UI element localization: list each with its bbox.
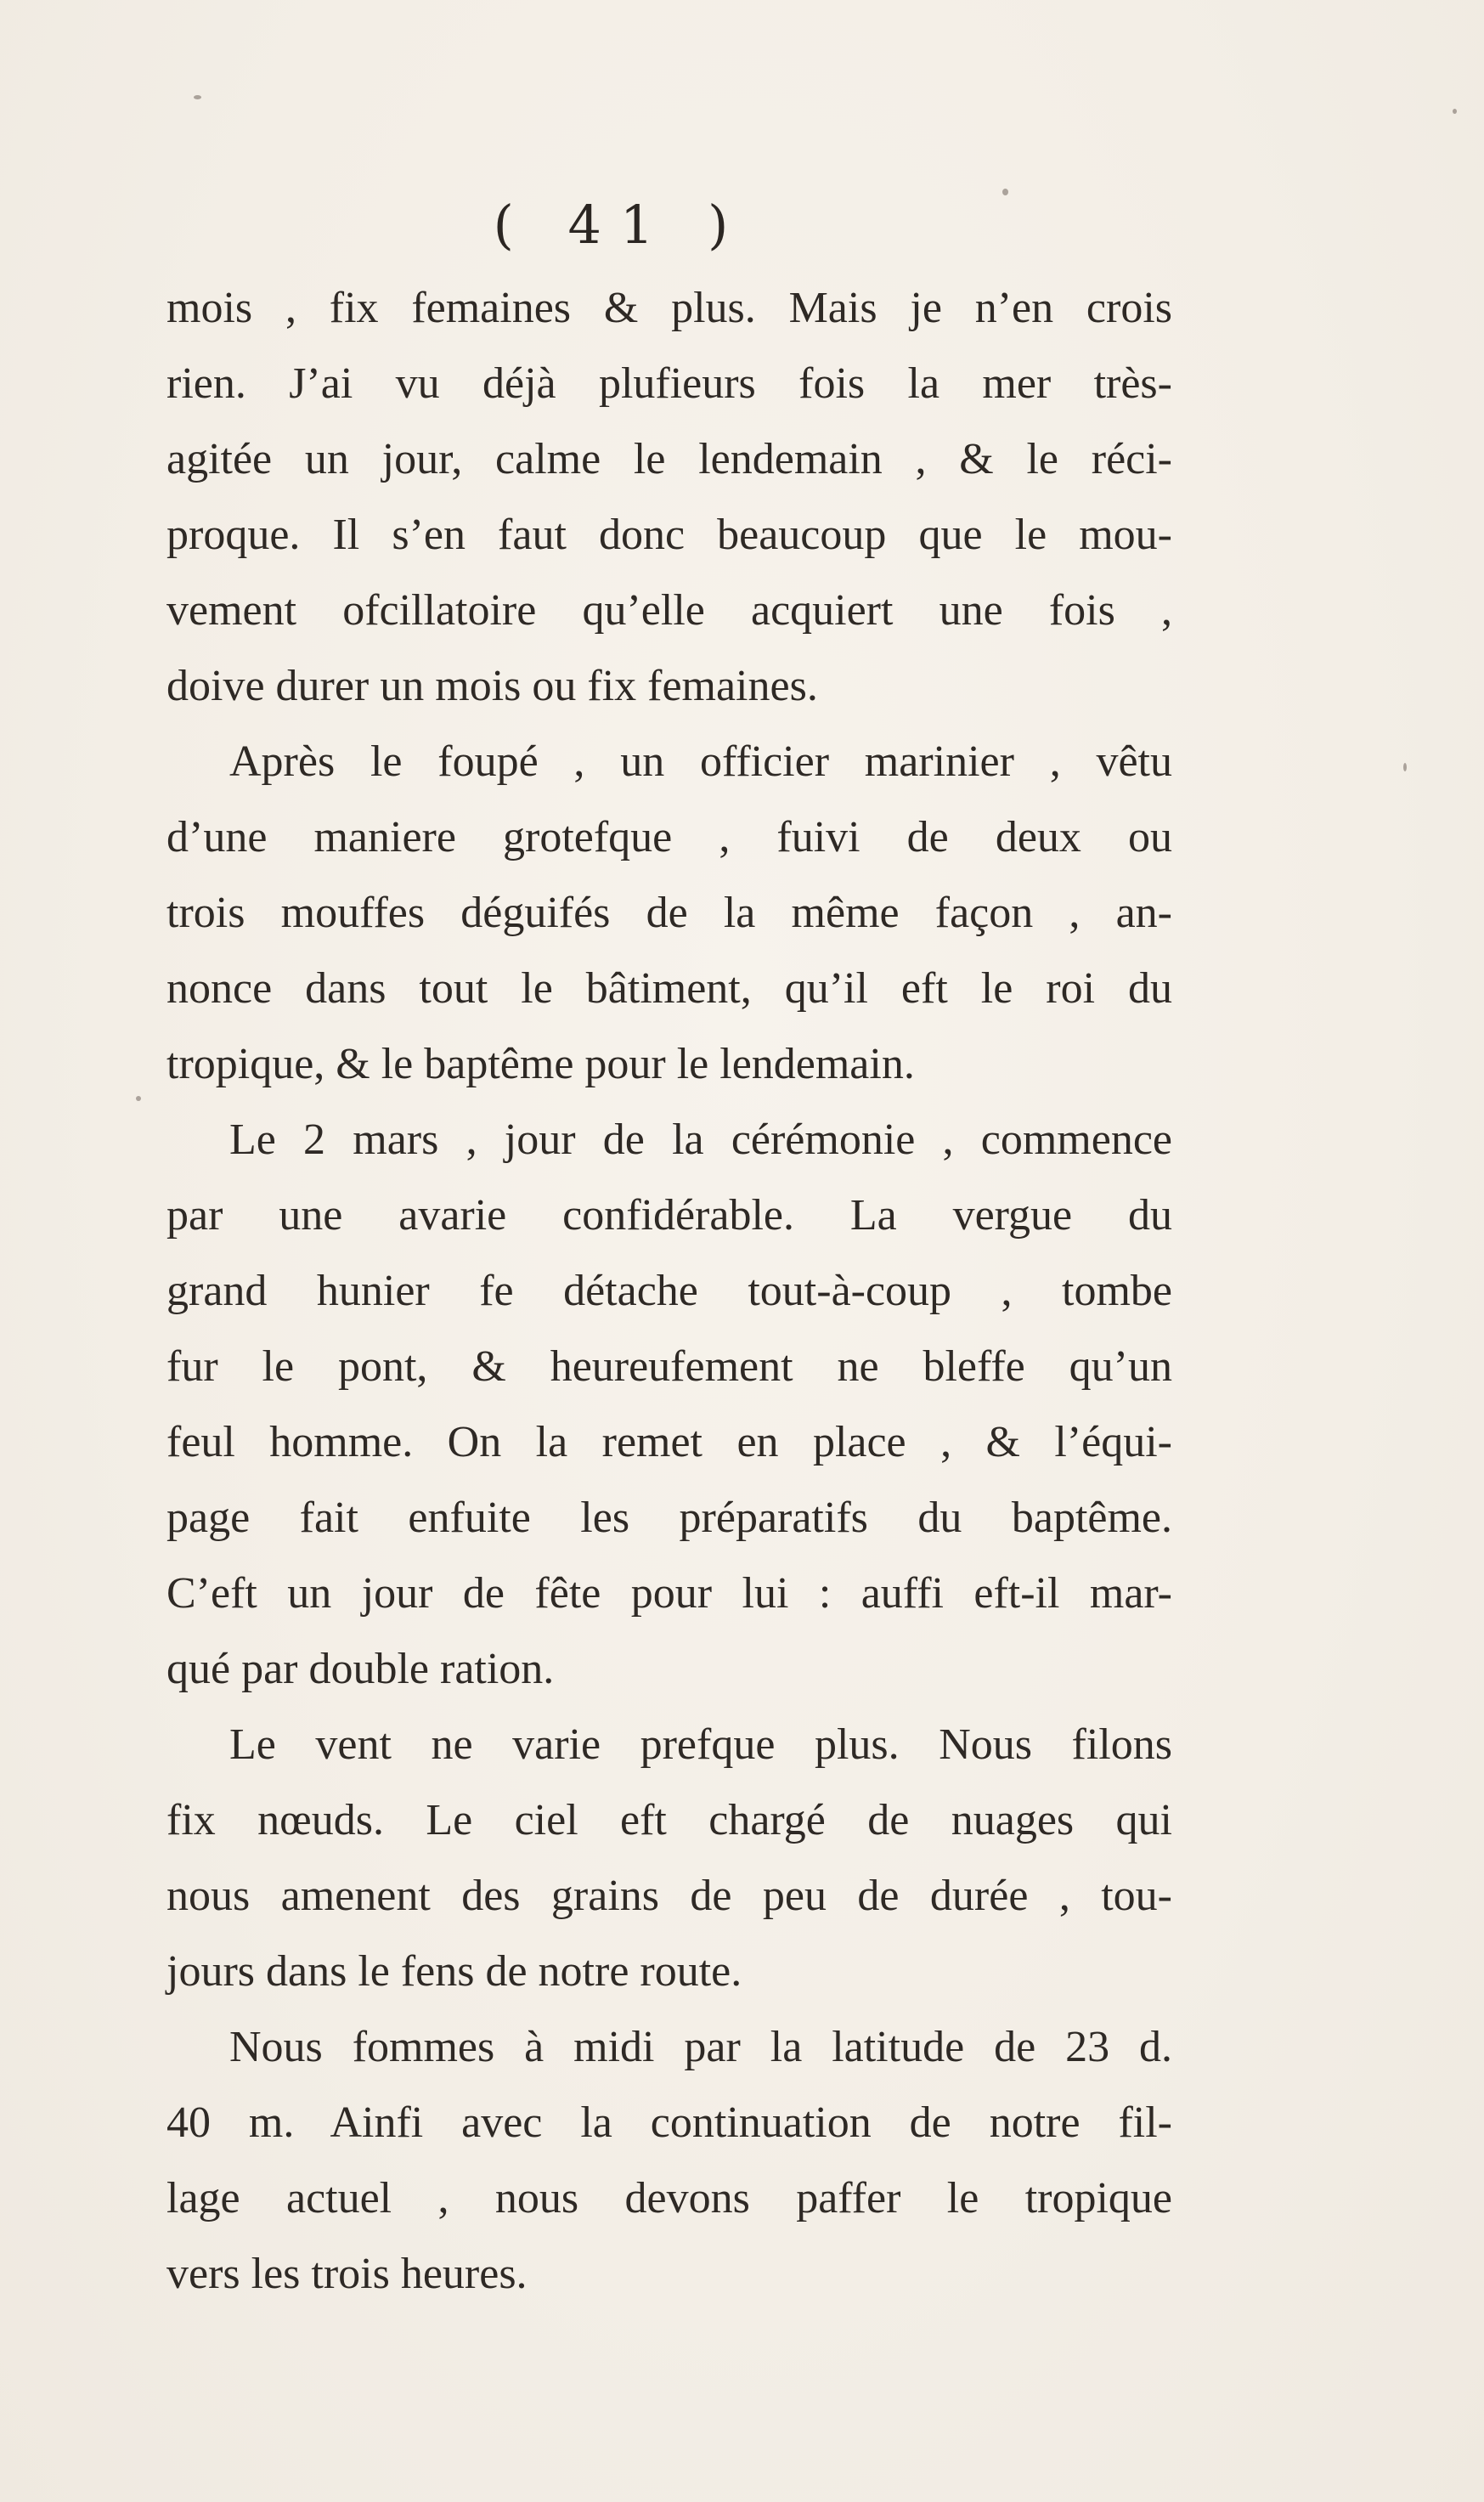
text-line: qué par double ration. — [166, 1645, 555, 1693]
text-line: proque. Il s’en faut donc beaucoup que le mou- — [166, 511, 1172, 559]
text-line: fur le pont, & heureufement ne bleffe qu’un — [166, 1342, 1172, 1391]
text-line: grand hunier fe détache tout-à-coup , tombe — [166, 1267, 1172, 1315]
text-line: Après le foupé , un officier marinier , vêtu — [229, 737, 1172, 786]
ink-speck — [136, 1096, 141, 1101]
text-line: 40 m. Ainfi avec la continuation de notre fil- — [166, 2098, 1172, 2147]
paragraph-2 — [166, 724, 1172, 1102]
text-line: jours dans le fens de notre route. — [166, 1947, 742, 1996]
text-line: feul homme. On la remet en place , & l’équi- — [166, 1418, 1172, 1466]
page-number-header: ( 41 ) — [493, 194, 748, 256]
body-text — [166, 270, 1172, 2312]
text-line: nous amenent des grains de peu de durée , tou- — [166, 1872, 1172, 1920]
paragraph-1 — [166, 270, 1172, 724]
text-line: doive durer un mois ou fix femaines. — [166, 662, 818, 710]
text-line: mois , fix femaines & plus. Mais je n’en crois — [166, 284, 1172, 332]
text-line: page fait enfuite les préparatifs du baptême. — [166, 1494, 1172, 1542]
text-line: agitée un jour, calme le lendemain , & le réci- — [166, 435, 1172, 483]
ink-speck — [1002, 189, 1008, 195]
text-line: lage actuel , nous devons paffer le tropique — [166, 2174, 1172, 2222]
text-line: Nous fommes à midi par la latitude de 23 d. — [229, 2023, 1172, 2071]
text-line: nonce dans tout le bâtiment, qu’il eft le roi du — [166, 964, 1172, 1013]
ink-speck — [1453, 109, 1457, 114]
paragraph-5 — [166, 2009, 1172, 2312]
text-line: vement ofcillatoire qu’elle acquiert une fois , — [166, 586, 1172, 635]
text-line: vers les trois heures. — [166, 2250, 528, 2298]
paragraph-4 — [166, 1707, 1172, 2009]
text-line: C’eft un jour de fête pour lui : auffi eft-il mar- — [166, 1569, 1172, 1618]
ink-speck — [1403, 763, 1407, 771]
text-line: par une avarie confidérable. La vergue du — [166, 1191, 1172, 1240]
text-line: trois mouffes déguifés de la même façon , an- — [166, 889, 1172, 937]
text-line: Le vent ne varie prefque plus. Nous filons — [229, 1720, 1172, 1769]
text-line: rien. J’ai vu déjà plufieurs fois la mer très- — [166, 359, 1172, 408]
ink-speck — [194, 95, 201, 99]
paragraph-3 — [166, 1102, 1172, 1707]
text-line: tropique, & le baptême pour le lendemain. — [166, 1040, 915, 1088]
text-line: d’une maniere grotefque , fuivi de deux ou — [166, 813, 1172, 861]
text-line: fix nœuds. Le ciel eft chargé de nuages qui — [166, 1796, 1172, 1844]
text-line: Le 2 mars , jour de la cérémonie , commence — [229, 1115, 1172, 1164]
